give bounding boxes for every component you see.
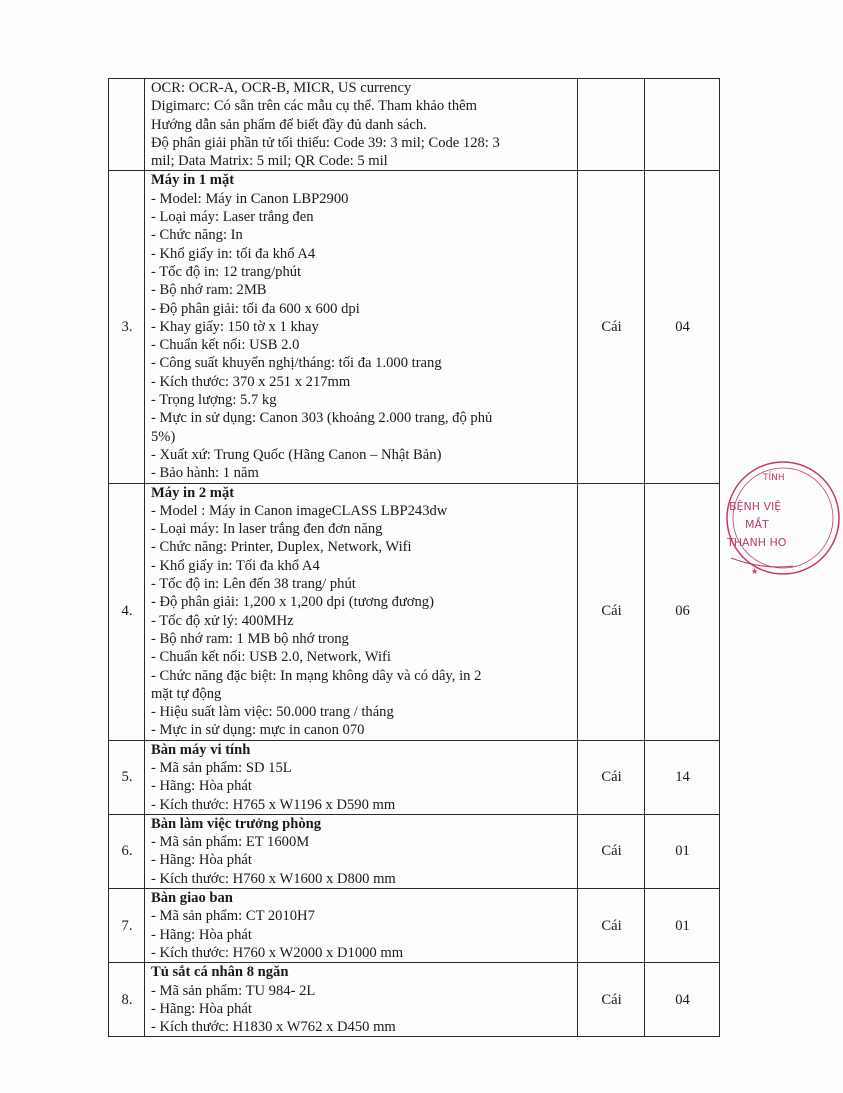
spec-line: - Bảo hành: 1 năm xyxy=(151,465,259,482)
spec-line: - Loại máy: Laser trắng đen xyxy=(151,209,314,226)
spec-line: - Chức năng: Printer, Duplex, Network, Wifi xyxy=(151,539,412,556)
item-title: Bàn giao ban xyxy=(151,890,233,907)
item-description xyxy=(145,79,578,171)
spec-line: - Chức năng đặc biệt: In mạng không dây và có dây, in 2 xyxy=(151,667,482,684)
spec-line: - Trọng lượng: 5.7 kg xyxy=(151,392,277,409)
unit-cell: Cái xyxy=(578,171,645,483)
row-number: 4. xyxy=(109,483,145,740)
quantity-cell: 01 xyxy=(645,889,720,963)
unit-cell: Cái xyxy=(578,814,645,888)
spec-line: - Kích thước: H760 x W1600 x D800 mm xyxy=(151,870,396,887)
spec-line: - Hãng: Hòa phát xyxy=(151,778,252,795)
row-number: 7. xyxy=(109,889,145,963)
row-number: 6. xyxy=(109,814,145,888)
spec-line: - Mã sản phẩm: TU 984- 2L xyxy=(151,982,316,999)
item-title: Máy in 1 mặt xyxy=(151,172,235,189)
spec-table-body xyxy=(109,79,720,1037)
spec-line: - Kích thước: H765 x W1196 x D590 mm xyxy=(151,796,396,813)
spec-line: Độ phân giải phần tử tối thiểu: Code 39: 3 mil; Code 128: 3 xyxy=(151,134,500,151)
svg-text:BỆNH VIỆ: BỆNH VIỆ xyxy=(729,500,782,513)
table-row xyxy=(109,171,720,483)
spec-line: - Model: Máy in Canon LBP2900 xyxy=(151,190,349,207)
quantity-cell: 06 xyxy=(645,483,720,740)
table-row xyxy=(109,814,720,888)
item-title: Bàn máy vi tính xyxy=(151,741,251,758)
spec-line: - Khay giấy: 150 tờ x 1 khay xyxy=(151,318,319,335)
table-row xyxy=(109,963,720,1037)
unit-cell xyxy=(578,79,645,171)
spec-line: - Chuẩn kết nối: USB 2.0, Network, Wifi xyxy=(151,649,391,666)
quantity-cell: 14 xyxy=(645,740,720,814)
spec-line: - Tốc độ in: 12 trang/phút xyxy=(151,263,302,280)
spec-line: - Mã sản phẩm: ET 1600M xyxy=(151,834,310,851)
item-description xyxy=(145,889,578,963)
table-row xyxy=(109,889,720,963)
spec-line: - Xuất xứ: Trung Quốc (Hãng Canon – Nhật Bản) xyxy=(151,446,442,463)
spec-line: - Khổ giấy in: tối đa khổ A4 xyxy=(151,245,316,262)
unit-cell: Cái xyxy=(578,483,645,740)
unit-cell: Cái xyxy=(578,963,645,1037)
spec-line: - Model : Máy in Canon imageCLASS LBP243dw xyxy=(151,502,448,519)
spec-line: - Hãng: Hòa phát xyxy=(151,852,252,869)
spec-line: - Hãng: Hòa phát xyxy=(151,926,252,943)
table-row xyxy=(109,483,720,740)
spec-line: - Kích thước: H760 x W2000 x D1000 mm xyxy=(151,944,404,961)
spec-line: - Độ phân giải: 1,200 x 1,200 dpi (tương đương) xyxy=(151,594,434,611)
row-number xyxy=(109,79,145,171)
spec-line: - Chuẩn kết nối: USB 2.0 xyxy=(151,337,300,354)
spec-line: - Bộ nhớ ram: 2MB xyxy=(151,282,267,299)
spec-line: - Kích thước: H1830 x W762 x D450 mm xyxy=(151,1019,396,1036)
quantity-cell: 04 xyxy=(645,171,720,483)
row-number: 3. xyxy=(109,171,145,483)
spec-line: - Mực in sử dụng: Canon 303 (khoảng 2.000 trang, độ phủ xyxy=(151,410,493,427)
spec-line: 5%) xyxy=(151,428,176,445)
quantity-cell: 01 xyxy=(645,814,720,888)
stamp-seal-icon xyxy=(723,458,843,578)
item-title: Tủ sắt cá nhân 8 ngăn xyxy=(151,964,289,981)
item-description xyxy=(145,740,578,814)
item-title: Máy in 2 mặt xyxy=(151,484,235,501)
item-description xyxy=(145,814,578,888)
spec-line: - Hãng: Hòa phát xyxy=(151,1000,252,1017)
unit-cell: Cái xyxy=(578,740,645,814)
row-number: 5. xyxy=(109,740,145,814)
quantity-cell: 04 xyxy=(645,963,720,1037)
spec-line: - Hiệu suất làm việc: 50.000 trang / tháng xyxy=(151,704,394,721)
item-description xyxy=(145,171,578,483)
spec-line: - Độ phân giải: tối đa 600 x 600 dpi xyxy=(151,300,360,317)
row-number: 8. xyxy=(109,963,145,1037)
spec-line: - Loại máy: In laser trắng đen đơn năng xyxy=(151,521,383,538)
spec-line: mil; Data Matrix: 5 mil; QR Code: 5 mil xyxy=(151,153,388,170)
spec-line: - Mã sản phẩm: CT 2010H7 xyxy=(151,908,315,925)
spec-line: - Khổ giấy in: Tối đa khổ A4 xyxy=(151,557,320,574)
svg-text:★: ★ xyxy=(751,567,759,576)
spec-line: - Tốc độ xử lý: 400MHz xyxy=(151,612,294,629)
spec-line: - Công suất khuyến nghị/tháng: tối đa 1.000 trang xyxy=(151,355,442,372)
spec-line: - Chức năng: In xyxy=(151,227,243,244)
unit-cell: Cái xyxy=(578,889,645,963)
table-row xyxy=(109,79,720,171)
table-row xyxy=(109,740,720,814)
spec-line: OCR: OCR-A, OCR-B, MICR, US currency xyxy=(151,80,412,96)
spec-line: Hướng dẫn sản phẩm để biết đầy đủ danh sách. xyxy=(151,116,427,133)
spec-line: mặt tự động xyxy=(151,685,222,702)
spec-line: - Tốc độ in: Lên đến 38 trang/ phút xyxy=(151,576,356,593)
spec-line: - Mã sản phẩm: SD 15L xyxy=(151,759,292,776)
spec-line: - Bộ nhớ ram: 1 MB bộ nhớ trong xyxy=(151,630,349,647)
item-description xyxy=(145,483,578,740)
spec-line: - Mực in sử dụng: mực in canon 070 xyxy=(151,722,365,739)
spec-line: Digimarc: Có sẵn trên các mẫu cụ thể. Tham khảo thêm xyxy=(151,98,477,115)
equipment-spec-table xyxy=(108,78,720,1037)
svg-text:TỈNH: TỈNH xyxy=(763,473,785,483)
svg-text:THANH HO: THANH HO xyxy=(727,536,787,549)
spec-line: - Kích thước: 370 x 251 x 217mm xyxy=(151,373,351,390)
item-description xyxy=(145,963,578,1037)
quantity-cell xyxy=(645,79,720,171)
hospital-stamp xyxy=(723,458,843,578)
item-title: Bàn làm việc trưởng phòng xyxy=(151,815,322,832)
svg-text:MẮT: MẮT xyxy=(745,518,769,531)
